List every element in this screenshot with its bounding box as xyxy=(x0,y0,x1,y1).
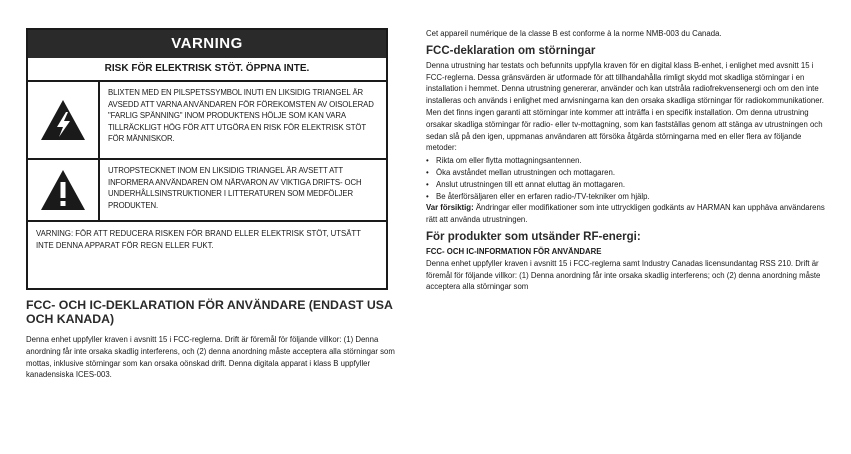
bullet-icon: • xyxy=(426,167,429,177)
caution-label: Var försiktig: xyxy=(426,203,474,213)
warning-subtitle: RISK FÖR ELEKTRISK STÖT. ÖPPNA INTE. xyxy=(28,58,386,82)
warning-footer-text: VARNING: FÖR ATT REDUCERA RISKEN FÖR BRAND ELLER ELEKTRISK STÖT, UTSÄTT INTE DENNA APPARAT FÖR REGN ELLER FUKT. xyxy=(36,229,361,250)
exclamation-warning-text: UTROPSTECKNET INOM EN LIKSIDIG TRIANGEL ÄR AVSETT ATT INFORMERA ANVÄNDAREN OM NÄRVARON AV VIKTIGA DRIFTS- OCH UNDERHÅLLSINSTRUKTIONER I LITTERATUREN SOM MEDFÖLJER PRODUKTEN. xyxy=(108,166,362,210)
rf-subheading: FCC- OCH IC-INFORMATION FÖR ANVÄNDARE xyxy=(426,246,602,256)
right-column xyxy=(426,28,826,293)
fcc-interference-heading: FCC-deklaration om störningar xyxy=(426,44,596,57)
bullet-icon: • xyxy=(426,156,429,166)
exclamation-warning-row xyxy=(28,160,386,222)
canada-notice: Cet appareil numérique de la classe B est conforme à la norme NMB-003 du Canada. xyxy=(426,29,722,38)
fcc-ic-heading: FCC- OCH IC-DEKLARATION FÖR ANVÄNDARE (ENDAST USA OCH KANADA) xyxy=(26,298,393,326)
remedy-list xyxy=(426,155,826,202)
list-item: • Rikta om eller flytta mottagningsantennen. xyxy=(426,156,582,166)
list-item: • Öka avståndet mellan utrustningen och mottagaren. xyxy=(426,167,616,177)
exclamation-triangle-icon xyxy=(28,160,100,220)
list-item: • Be återförsäljaren eller en erfaren radio-/TV-tekniker om hjälp. xyxy=(426,191,650,201)
lightning-warning-text: BLIXTEN MED EN PILSPETSSYMBOL INUTI EN LIKSIDIG TRIANGEL ÄR AVSEDD ATT VARNA ANVÄNDAREN FÖR FÖREKOMSTEN AV OISOLERAD "FARLIG SPÄNNING" INOM PRODUKTENS HÖLJE SOM KAN VARA TILLRÄCKLIGT HÖG FÖR ATT UTGÖRA EN RISK FÖR ELEKTRISK STÖT FÖR MÄNNISKOR. xyxy=(108,88,374,144)
caution-text: Ändringar eller modifikationer som inte uttryckligen godkänts av HARMAN kan upphäva användarens rätt att använda utrustningen. xyxy=(426,203,825,225)
list-item: • Anslut utrustningen till ett annat eluttag än mottagaren. xyxy=(426,179,625,189)
rf-heading: För produkter som utsänder RF-energi: xyxy=(426,230,641,243)
caution-paragraph xyxy=(426,202,826,226)
fcc-ic-body: Denna enhet uppfyller kraven i avsnitt 15 i FCC-reglerna. Drift är föremål för följande villkor: (1) Denna anordning får inte orsaka skadlig interferens, och (2) denna anordning måste acceptera alla störningar som mottas, inklusive störningar som kan orsaka oönskad drift. Denna digitala apparat i klass B uppfyller kanadensiska ICES-003. xyxy=(26,335,395,380)
bullet-icon: • xyxy=(426,179,429,189)
lightning-warning-row xyxy=(28,82,386,160)
fcc-interference-body: Denna utrustning har testats och befunnits uppfylla kraven för en digital klass B-enhet, i enlighet med avsnitt 15 i FCC-reglerna. Dessa gränsvärden är utformade för att tillhandahålla rimligt skydd mot skadliga störningar i en installation i hemmet. Denna utrustning genererar, använder och kan utstråla radiofrekvensenergi och om den inte installeras och används i enlighet med anvisningarna kan den orsaka skadliga störningar för radiokommunikationer. Men det finns ingen garanti att störningar inte kommer att inträffa i en specifik installation. Om denna utrustning orsakar skadliga störningar för radio- eller tv-mottagning, som kan fastställas genom att stänga av utrustningen och sedan slå på den igen, uppmanas användaren att försöka åtgärda störningarna med en eller flera av följande metoder: xyxy=(426,60,824,153)
lightning-triangle-icon xyxy=(28,82,100,158)
warning-title: VARNING xyxy=(28,30,386,58)
bullet-icon: • xyxy=(426,191,429,201)
rf-body: Denna enhet uppfyller kraven i avsnitt 15 i FCC-reglerna samt Industry Canadas licensundantag RSS 210. Drift är föremål för följande villkor: (1) Denna anordning får inte orsaka skadlig interferens; och (2) denna anordning måste acceptera alla störningar som xyxy=(426,258,821,292)
warning-box xyxy=(26,28,388,290)
